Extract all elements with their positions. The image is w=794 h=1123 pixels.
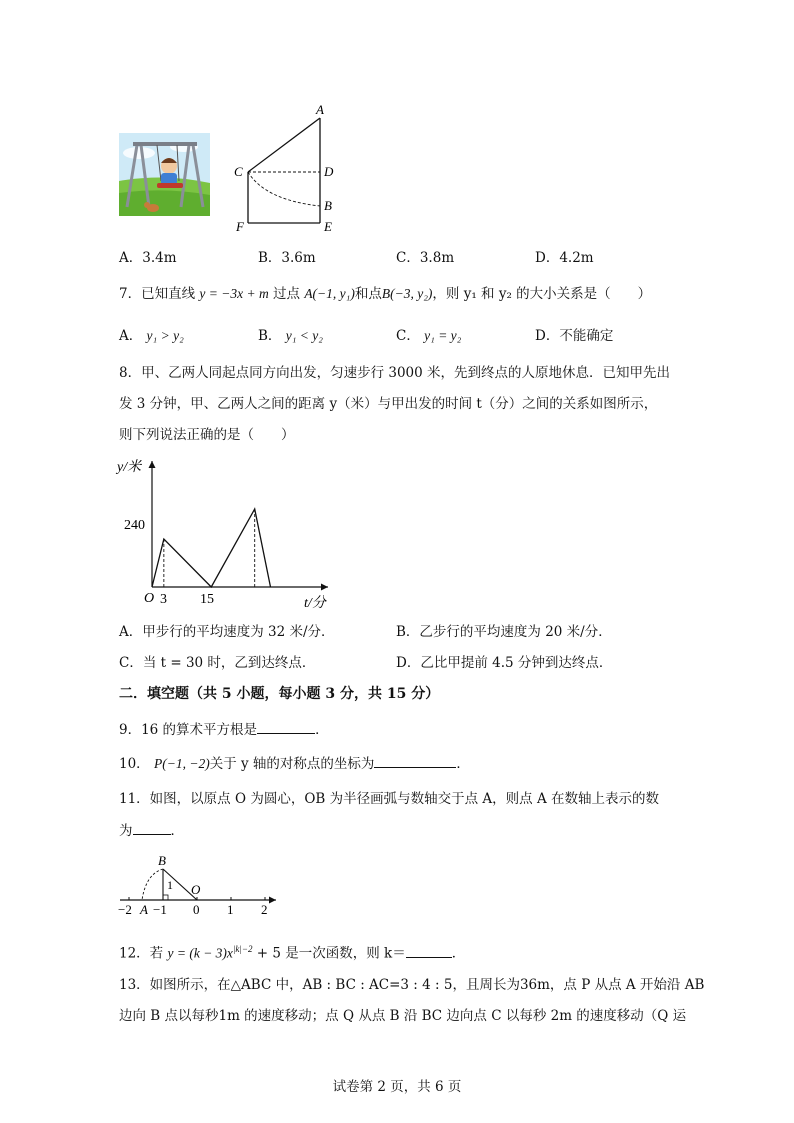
q8-line-1: 8．甲、乙两人同起点同方向出发，匀速步行 3000 米，先到终点的人原地休息．已知甲先出 [119,365,671,381]
tick-0: 0 [193,902,200,917]
q6-option-c: C．3.8m [396,250,455,266]
label-b: B [158,853,166,868]
label-o: O [191,882,201,897]
q13-line-1: 13．如图所示，在△ABC 中，AB : BC : AC=3 : 4 : 5，且周长为36m，点 P 从点 A 开始沿 AB [119,977,705,993]
q8-option-c: C．当 t = 30 时，乙到达终点． [119,655,316,671]
origin-label: O [144,591,155,606]
distance-line [152,509,271,587]
segment-ac [248,118,320,172]
q10-answer-blank[interactable] [374,753,456,768]
q8-line-3: 则下列说法正确的是（ ） [119,427,295,443]
label-a: A [316,102,324,117]
q9-answer-blank[interactable] [257,719,315,734]
q9-stem: 9．16 的算术平方根是 ． [119,719,329,739]
q11-answer-blank[interactable] [133,820,171,835]
q13-line-2: 边向 B 点以每秒1m 的速度移动；点 Q 从点 B 沿 BC 边向点 C 以每秒 2m 的速度移动（Q 运 [119,1008,687,1024]
label-f: F [236,219,244,234]
swing-photo [119,133,210,216]
q8-option-b: B．乙步行的平均速度为 20 米/分． [396,624,612,640]
label-a: A [140,902,148,917]
q12-stem: 12．若 $y = (k - 3)x^{|k|-2} + 5$ 是一次函数，则 k＝ ． [119,944,466,962]
tick-1: 1 [227,902,234,917]
q11-line-1: 11．如图，以原点 O 为圆心，OB 为半径画弧与数轴交于点 A，则点 A 在数轴上表示的数 [119,791,659,807]
q7-option-a: A． y₁ > y₂ [119,328,184,344]
y-axis-label: y/米 [117,460,142,475]
x-tick-3: 3 [160,592,167,607]
q10-stem: 10． P(−1, −2)关于 y 轴的对称点的坐标为 ． [119,753,470,773]
q8-line-2: 发 3 分钟，甲、乙两人之间的距离 y（米）与甲出发的时间 t（分）之间的关系如图所示， [119,396,658,412]
q7-stem: 7．已知直线 y = −3x + m 过点 A(−1, y₁)和点B(−3, y₂)，则 y₁ 和 y₂ 的大小关系是（ ） [119,286,652,302]
q7-option-c: C． y₁ = y₂ [396,328,462,344]
swing-diagram [230,100,340,235]
q6-option-a: A．3.4m [119,250,177,266]
page-footer: 试卷第 2 页，共 6 页 [332,1079,462,1095]
label-b: B [324,198,332,213]
q6-option-b: B．3.6m [258,250,316,266]
number-line-figure [116,852,286,918]
right-angle-mark [163,895,168,900]
tick-minus-1: −1 [153,902,167,917]
q11-line-2: 为 ． [119,820,184,840]
q8-option-a: A．甲步行的平均速度为 32 米/分． [119,624,335,640]
q6-option-d: D．4.2m [535,250,594,266]
label-1: 1 [167,878,173,892]
x-axis-label: t/分 [304,596,326,611]
q8-option-d: D．乙比甲提前 4.5 分钟到达终点． [396,655,613,671]
distance-time-chart [112,453,342,615]
tick-minus-2: −2 [118,902,132,917]
section-heading: 二．填空题（共 5 小题，每小题 3 分，共 15 分） [119,686,440,702]
y-tick-240: 240 [124,518,145,533]
label-c: C [234,164,243,179]
q12-answer-blank[interactable] [406,943,452,958]
label-e: E [324,219,332,234]
tick-2: 2 [261,902,268,917]
swing-arc [248,172,320,206]
q7-option-b: B． y₁ < y₂ [258,328,323,344]
label-d: D [324,164,334,179]
radius-arc [142,869,163,900]
q7-option-d: D．不能确定 [535,328,614,344]
x-tick-15: 15 [200,592,214,607]
